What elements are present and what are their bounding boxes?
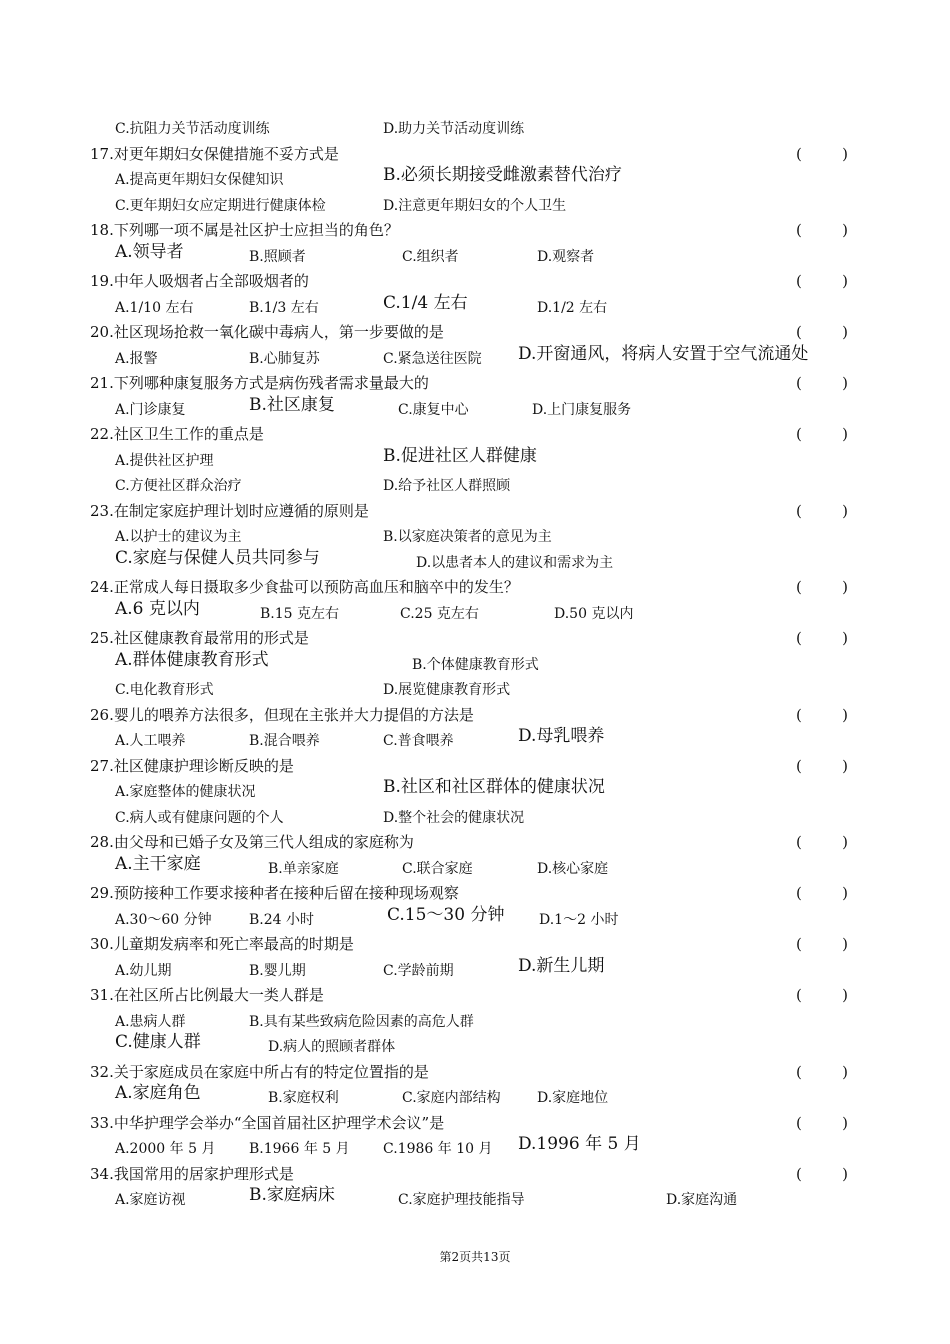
question-7-options-row-1 bbox=[0, 547, 950, 576]
question-stem: 32.关于家庭成员在家庭中所占有的特定位置指的是 bbox=[90, 1062, 429, 1081]
answer-blank-close: ) bbox=[842, 374, 848, 392]
question-stem: 27.社区健康护理诊断反映的是 bbox=[90, 756, 294, 775]
answer-blank-close: ) bbox=[842, 425, 848, 443]
question-3-stem-row bbox=[0, 269, 950, 295]
question-2-options-row-0 bbox=[0, 241, 950, 270]
question-6-options-row-1 bbox=[0, 473, 950, 499]
option-answer: D.母乳喂养 bbox=[518, 726, 605, 746]
option: A.30～60 分钟 bbox=[115, 911, 212, 928]
question-8-options-row-0 bbox=[0, 598, 950, 627]
option: B.24 小时 bbox=[249, 911, 315, 928]
option: C.方便社区群众治疗 bbox=[115, 478, 242, 494]
option: B.1966 年 5 月 bbox=[249, 1141, 350, 1157]
question-stem: 20.社区现场抢救一氧化碳中毒病人，第一步要做的是 bbox=[90, 323, 444, 341]
question-stem: 17.对更年期妇女保健措施不妥方式是 bbox=[90, 144, 339, 163]
question-2-stem-row bbox=[0, 218, 950, 244]
question-stem: 34.我国常用的居家护理形式是 bbox=[90, 1164, 294, 1183]
answer-blank-open: ( bbox=[796, 884, 802, 902]
option: C.联合家庭 bbox=[402, 860, 473, 877]
question-1-stem-row bbox=[0, 142, 950, 168]
answer-blank-close: ) bbox=[842, 629, 848, 647]
option: D.观察者 bbox=[537, 248, 595, 265]
question-10-stem-row bbox=[0, 703, 950, 729]
option: D.核心家庭 bbox=[537, 860, 609, 877]
option: B.具有某些致病危险因素的高危人群 bbox=[249, 1013, 474, 1030]
option-answer: D.开窗通风，将病人安置于空气流通处 bbox=[518, 343, 809, 364]
answer-blank-open: ( bbox=[796, 374, 802, 392]
question-0-options-row-0 bbox=[0, 116, 950, 142]
question-stem: 18.下列哪一项不属是社区护士应担当的角色？ bbox=[90, 221, 399, 239]
question-stem: 21.下列哪种康复服务方式是病伤残者需求量最大的 bbox=[90, 374, 429, 392]
question-stem: 24.正常成人每日摄取多少食盐可以预防高血压和脑卒中的发生？ bbox=[90, 578, 519, 596]
option-answer: A.主干家庭 bbox=[115, 853, 201, 874]
question-14-stem-row bbox=[0, 932, 950, 958]
question-18-stem-row bbox=[0, 1162, 950, 1188]
option: C.1986 年 10 月 bbox=[383, 1141, 493, 1157]
answer-blank-close: ) bbox=[842, 705, 848, 724]
question-stem: 30.儿童期发病率和死亡率最高的时期是 bbox=[90, 935, 354, 953]
question-4-stem-row bbox=[0, 320, 950, 346]
question-5-stem-row bbox=[0, 371, 950, 397]
question-15-stem-row bbox=[0, 983, 950, 1009]
answer-blank-open: ( bbox=[796, 1062, 802, 1081]
option: A.家庭访视 bbox=[115, 1192, 186, 1208]
question-1-options-row-0 bbox=[0, 167, 950, 193]
question-8-stem-row bbox=[0, 575, 950, 601]
answer-blank-close: ) bbox=[842, 501, 848, 520]
option: B.1/3 左右 bbox=[249, 299, 319, 316]
option: B.混合喂养 bbox=[249, 733, 320, 749]
question-12-stem-row bbox=[0, 830, 950, 856]
question-11-options-row-0 bbox=[0, 779, 950, 805]
option-answer: B.必须长期接受雌激素替代治疗 bbox=[383, 165, 622, 185]
answer-blank-close: ) bbox=[842, 272, 848, 290]
question-3-options-row-0 bbox=[0, 292, 950, 321]
option: C.家庭内部结构 bbox=[402, 1090, 501, 1106]
answer-blank-close: ) bbox=[842, 986, 848, 1004]
option-answer: B.社区和社区群体的健康状况 bbox=[383, 777, 605, 797]
option-answer: C.15～30 分钟 bbox=[387, 904, 505, 925]
answer-blank-open: ( bbox=[796, 1164, 802, 1183]
answer-blank-open: ( bbox=[796, 425, 802, 443]
question-6-stem-row bbox=[0, 422, 950, 448]
option: C.组织者 bbox=[402, 248, 459, 265]
question-7-options-row-0 bbox=[0, 524, 950, 550]
question-15-options-row-1 bbox=[0, 1034, 950, 1060]
option-answer: A.6 克以内 bbox=[115, 598, 200, 619]
option: C.电化教育形式 bbox=[115, 682, 214, 698]
question-17-stem-row bbox=[0, 1111, 950, 1137]
question-9-stem-row bbox=[0, 626, 950, 652]
page-footer: 第2页共13页 bbox=[439, 1250, 511, 1264]
option: B.15 克左右 bbox=[260, 605, 340, 622]
option: D.50 克以内 bbox=[554, 605, 634, 622]
question-stem: 28.由父母和已婚子女及第三代人组成的家庭称为 bbox=[90, 833, 414, 851]
option: A.幼儿期 bbox=[115, 962, 172, 979]
answer-blank-close: ) bbox=[842, 221, 848, 239]
option: B.家庭权利 bbox=[268, 1090, 339, 1106]
option-answer: B.促进社区人群健康 bbox=[383, 445, 537, 466]
option: A.2000 年 5 月 bbox=[115, 1141, 216, 1157]
option: B.单亲家庭 bbox=[268, 860, 339, 877]
option-answer: A.群体健康教育形式 bbox=[115, 649, 269, 670]
option: B.心肺复苏 bbox=[249, 350, 320, 367]
option: D.上门康复服务 bbox=[532, 401, 632, 418]
question-stem: 22.社区卫生工作的重点是 bbox=[90, 425, 264, 443]
option: B.婴儿期 bbox=[249, 962, 306, 979]
option: B.个体健康教育形式 bbox=[412, 656, 539, 673]
option: A.人工喂养 bbox=[115, 733, 186, 749]
question-stem: 31.在社区所占比例最大一类人群是 bbox=[90, 986, 324, 1004]
question-11-options-row-1 bbox=[0, 805, 950, 831]
question-18-options-row-0 bbox=[0, 1187, 950, 1213]
answer-blank-close: ) bbox=[842, 884, 848, 902]
option-answer: D.1996 年 5 月 bbox=[518, 1134, 641, 1154]
answer-blank-open: ( bbox=[796, 705, 802, 724]
option: C.学龄前期 bbox=[383, 962, 454, 979]
option: C.普食喂养 bbox=[383, 733, 454, 749]
option-answer: B.家庭病床 bbox=[249, 1185, 335, 1205]
option: C.病人或有健康问题的个人 bbox=[115, 809, 284, 826]
question-16-stem-row bbox=[0, 1060, 950, 1086]
answer-blank-open: ( bbox=[796, 221, 802, 239]
answer-blank-open: ( bbox=[796, 144, 802, 163]
option: D.给予社区人群照顾 bbox=[383, 478, 511, 494]
question-9-options-row-1 bbox=[0, 677, 950, 703]
option: D.1/2 左右 bbox=[537, 299, 608, 316]
option: A.患病人群 bbox=[115, 1013, 186, 1030]
question-stem: 25.社区健康教育最常用的形式是 bbox=[90, 629, 309, 647]
question-12-options-row-0 bbox=[0, 853, 950, 882]
option: A.以护士的建议为主 bbox=[115, 529, 242, 545]
option: D.整个社会的健康状况 bbox=[383, 809, 525, 826]
answer-blank-open: ( bbox=[796, 272, 802, 290]
answer-blank-close: ) bbox=[842, 1113, 848, 1132]
question-13-stem-row bbox=[0, 881, 950, 907]
option: C.紧急送往医院 bbox=[383, 350, 482, 367]
option-answer: C.家庭与保健人员共同参与 bbox=[115, 547, 320, 568]
option: A.1/10 左右 bbox=[115, 299, 194, 316]
option: A.提高更年期妇女保健知识 bbox=[115, 172, 284, 188]
option: A.家庭整体的健康状况 bbox=[115, 784, 256, 800]
answer-blank-close: ) bbox=[842, 323, 848, 341]
option: D.家庭沟通 bbox=[666, 1192, 738, 1208]
option: D.以患者本人的建议和需求为主 bbox=[416, 554, 614, 571]
question-7-stem-row bbox=[0, 499, 950, 525]
answer-blank-open: ( bbox=[796, 935, 802, 953]
option: D.注意更年期妇女的个人卫生 bbox=[383, 197, 567, 214]
option: D.助力关节活动度训练 bbox=[383, 121, 525, 137]
question-stem: 19.中年人吸烟者占全部吸烟者的 bbox=[90, 272, 309, 290]
question-17-options-row-0 bbox=[0, 1136, 950, 1162]
question-4-options-row-0 bbox=[0, 343, 950, 372]
answer-blank-open: ( bbox=[796, 986, 802, 1004]
answer-blank-close: ) bbox=[842, 833, 848, 851]
option: C.家庭护理技能指导 bbox=[398, 1192, 525, 1208]
question-10-options-row-0 bbox=[0, 728, 950, 754]
question-9-options-row-0 bbox=[0, 649, 950, 678]
question-stem: 23.在制定家庭护理计划时应遵循的原则是 bbox=[90, 501, 369, 520]
question-5-options-row-0 bbox=[0, 394, 950, 423]
option: A.报警 bbox=[115, 350, 158, 367]
option: B.照顾者 bbox=[249, 248, 306, 265]
option: A.提供社区护理 bbox=[115, 452, 214, 469]
option-answer: C.健康人群 bbox=[115, 1032, 201, 1052]
option: C.康复中心 bbox=[398, 401, 469, 418]
answer-blank-close: ) bbox=[842, 1062, 848, 1081]
answer-blank-open: ( bbox=[796, 1113, 802, 1132]
answer-blank-close: ) bbox=[842, 1164, 848, 1183]
option: D.展览健康教育形式 bbox=[383, 682, 511, 698]
option: D.病人的照顾者群体 bbox=[268, 1039, 396, 1055]
question-1-options-row-1 bbox=[0, 193, 950, 219]
question-14-options-row-0 bbox=[0, 955, 950, 984]
question-16-options-row-0 bbox=[0, 1085, 950, 1111]
option: A.门诊康复 bbox=[115, 401, 186, 418]
answer-blank-open: ( bbox=[796, 323, 802, 341]
answer-blank-open: ( bbox=[796, 629, 802, 647]
option-answer: A.家庭角色 bbox=[115, 1083, 201, 1103]
option: C.25 克左右 bbox=[400, 605, 479, 622]
question-13-options-row-0 bbox=[0, 904, 950, 933]
option: C.更年期妇女应定期进行健康体检 bbox=[115, 197, 326, 214]
question-stem: 29.预防接种工作要求接种者在接种后留在接种现场观察 bbox=[90, 884, 459, 902]
answer-blank-close: ) bbox=[842, 578, 848, 596]
question-15-options-row-0 bbox=[0, 1009, 950, 1035]
answer-blank-open: ( bbox=[796, 756, 802, 775]
option: B.以家庭决策者的意见为主 bbox=[383, 529, 552, 545]
answer-blank-close: ) bbox=[842, 144, 848, 163]
option-answer: B.社区康复 bbox=[249, 394, 335, 415]
question-6-options-row-0 bbox=[0, 445, 950, 474]
answer-blank-close: ) bbox=[842, 935, 848, 953]
option: C.抗阻力关节活动度训练 bbox=[115, 121, 270, 137]
question-stem: 26.婴儿的喂养方法很多，但现在主张并大力提倡的方法是 bbox=[90, 705, 474, 724]
answer-blank-open: ( bbox=[796, 501, 802, 520]
option-answer: D.新生儿期 bbox=[518, 955, 605, 976]
option-answer: A.领导者 bbox=[115, 241, 184, 262]
option-answer: C.1/4 左右 bbox=[383, 292, 468, 313]
option: D.1～2 小时 bbox=[539, 911, 619, 928]
answer-blank-open: ( bbox=[796, 833, 802, 851]
answer-blank-close: ) bbox=[842, 756, 848, 775]
option: D.家庭地位 bbox=[537, 1090, 609, 1106]
answer-blank-open: ( bbox=[796, 578, 802, 596]
question-stem: 33.中华护理学会举办“全国首届社区护理学术会议”是 bbox=[90, 1113, 445, 1132]
question-11-stem-row bbox=[0, 754, 950, 780]
